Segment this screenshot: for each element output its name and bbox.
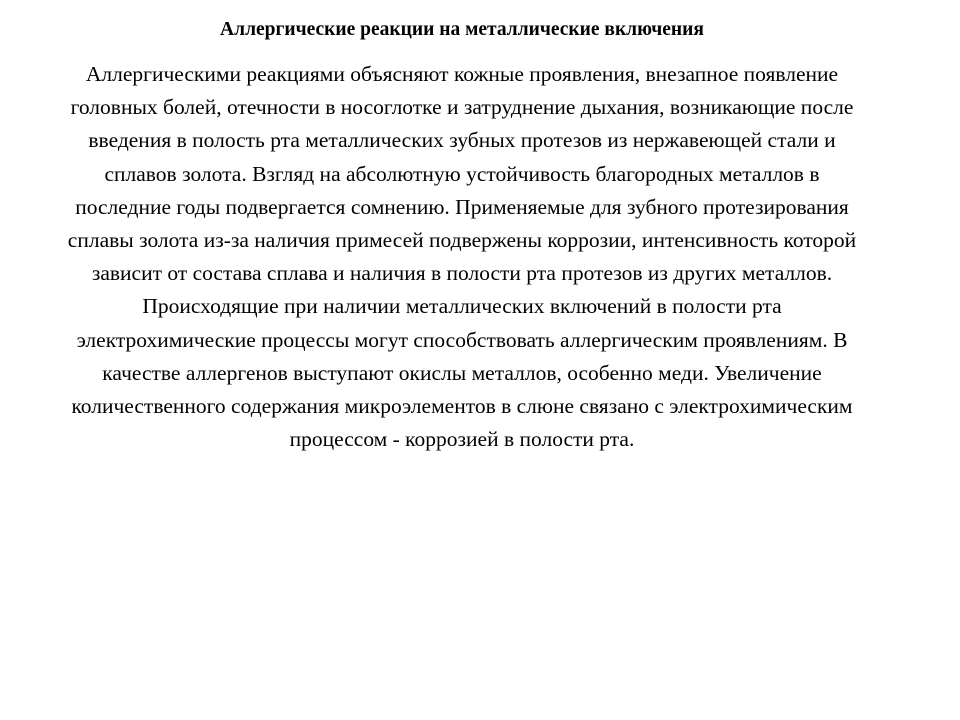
body-line: качестве аллергенов выступают окислы металлов, особенно меди. Увеличение bbox=[102, 360, 822, 385]
body-line: зависит от состава сплава и наличия в полости рта протезов из других металлов. bbox=[91, 261, 833, 286]
body-line: головных болей, отечности в носоглотке и затруднение дыхания, возникающие после bbox=[70, 95, 854, 120]
slide-title: Аллергические реакции на металлические включения bbox=[220, 19, 704, 40]
body-line: Аллергическими реакциями объясняют кожные проявления, внезапное появление bbox=[85, 62, 839, 86]
body-line: сплавы золота из-за наличия примесей подвержены коррозии, интенсивность которой bbox=[67, 228, 857, 253]
body-line: электрохимические процессы могут способствовать аллергическим проявлениям. В bbox=[76, 327, 848, 352]
body-line: сплавов золота. Взгляд на абсолютную устойчивость благородных металлов в bbox=[104, 161, 820, 186]
body-line: процессом - коррозией в полости рта. bbox=[289, 427, 635, 452]
body-line: введения в полость рта металлических зубных протезов из нержавеющей стали и bbox=[88, 128, 836, 153]
body-line: количественного содержания микроэлементов в слюне связано с электрохимическим bbox=[71, 394, 853, 419]
slide-body-text bbox=[0, 58, 924, 456]
body-line: Происходящие при наличии металлических включений в полости рта bbox=[142, 294, 782, 319]
body-line: последние годы подвергается сомнению. Применяемые для зубного протезирования bbox=[75, 194, 849, 219]
